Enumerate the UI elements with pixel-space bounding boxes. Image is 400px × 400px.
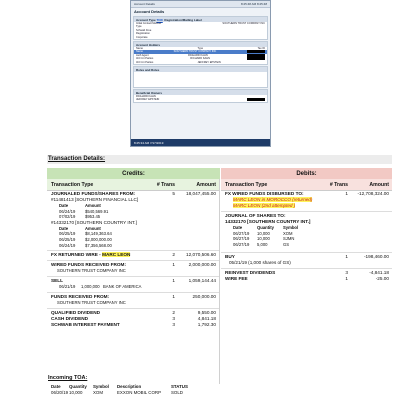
journaled-account-2: #14332170 [SOUTHERN COUNTRY INT.] — [51, 219, 137, 225]
registration-label: Registration/Mailing Label — [164, 17, 202, 22]
sell-detail: 06/21/19 1,000,000 BANK OF AMERICA — [59, 284, 142, 290]
account-window-statusbar: 8:25:34 AM 7/17/2019 — [131, 139, 270, 146]
credit-row-sell: SELL 1 1,059,144.44 — [47, 276, 219, 284]
beneficial-row[interactable]: RICHARD KAHN — [136, 95, 156, 99]
credits-table — [47, 179, 220, 384]
holder-row[interactable]: Name Type Tax ID — [136, 47, 265, 51]
roles-section — [133, 66, 268, 88]
debits-header: Debits: — [221, 168, 392, 179]
account-type-value[interactable]: TOD — [156, 17, 163, 22]
journal-shares-mini-row: 06/27/19 5,000 GS — [233, 241, 290, 247]
incoming-toa-label: Incoming TOA: — [48, 375, 88, 381]
highlight-marc-leon: MARC LEON — [102, 252, 131, 258]
account-details-title: Account Details — [134, 9, 165, 14]
account-details-window — [130, 0, 271, 147]
account-row: Type — [136, 25, 142, 29]
credit-row-funds-received: FUNDS RECEIVED FROM: 1 250,000.00 — [47, 292, 219, 300]
journal-shares-mini-header: Date Quantity Symbol — [233, 225, 299, 230]
buy-detail: 05/21/19 (1,000 shares of GS) — [229, 260, 291, 266]
journaled-account-1: #11481413 [SOUTHERN FINANCIAL LLC] — [51, 197, 139, 202]
col-amount: Amount — [369, 181, 389, 188]
holder-row[interactable]: 3rd Cnt Parties RICHARD KAHN — [134, 57, 267, 60]
registration-value: SOUTHERN TRUST COMPANY INC — [222, 22, 265, 25]
col-transaction-type: Transaction Type — [51, 181, 94, 188]
journaled-mini-row: 06/24/19 $540,569.91 — [59, 208, 109, 214]
holder-row-selected[interactable]: Name SOUTHERN TRUST COMPANY INC — [134, 50, 267, 53]
account-holders-title: Account Holders — [134, 42, 267, 47]
credit-row-wired-funds: WIRED FUNDS RECEIVED FROM: 1 2,000,000.00 — [47, 260, 219, 268]
debit-row-fx-wired: FX WIRED FUNDS DISBURSED TO: 1 -12,708,324.00 — [225, 191, 389, 196]
holder-row[interactable]: Auth Agent RICHARD KAHN — [134, 54, 267, 57]
col-transaction-type: Transaction Type — [225, 181, 268, 188]
journal-shares-mini-row: 06/27/19 10,000 XOM — [233, 230, 293, 236]
credit-row-cash-dividend: CASH DIVIDEND 3 4,841.18 — [51, 315, 216, 321]
journal-shares-mini-row: 06/27/19 10,000 SJMN — [233, 236, 295, 242]
credit-row-fx-returned: FX RETURNED WIRE - MARC LEON 2 12,070,506.60 — [47, 250, 219, 258]
account-type-section — [133, 16, 268, 40]
journaled-mini-row: 06/24/19 $7,356,568.00 — [59, 242, 112, 248]
credits-header: Credits: — [47, 168, 220, 179]
debits-table — [221, 179, 392, 319]
debit-row-buy: BUY 1 -198,460.00 — [221, 252, 392, 260]
credits-table-header — [47, 179, 219, 191]
account-window-time: 8:25:48 AM 8:25:48 — [240, 2, 267, 6]
account-window-title: Account Details — [134, 2, 155, 6]
beneficial-owners-section — [133, 89, 268, 103]
fx-wired-note-1: MARC LEON in MOROCCO (returned) — [233, 197, 313, 202]
transaction-details-label: Transaction Details: — [48, 156, 106, 162]
account-row: Registration — [136, 32, 150, 36]
credit-row-qualified-dividend: QUALIFIED DIVIDEND 2 9,550.00 — [47, 308, 219, 316]
funds-received-from: SOUTHERN TRUST COMPANY INC — [57, 299, 126, 305]
journaled-mini-row: 06/25/19 $8,149,363.64 — [59, 231, 112, 237]
col-trans-count: # Trans — [156, 181, 175, 188]
wired-funds-from: SOUTHERN TRUST COMPANY INC — [57, 268, 126, 274]
col-amount: Amount — [196, 181, 216, 188]
account-holders-section — [133, 41, 268, 65]
account-type-label: Account Type — [136, 17, 156, 22]
debit-row-journal-shares: JOURNAL OF SHARES TO: — [221, 211, 392, 219]
beneficial-row[interactable]: JEFFREY EPSTEIN — [134, 98, 267, 101]
journal-shares-account: 14332170 [SOUTHERN COUNTRY INT.] — [225, 219, 311, 224]
redaction — [247, 98, 265, 101]
account-row: Initial Contact Method SOUTHERN TRUST COMPANY INC — [136, 22, 265, 25]
account-window-header — [131, 1, 270, 8]
journaled-mini-header: Date Amount — [59, 203, 101, 208]
account-row: Schwab Free — [136, 28, 152, 32]
col-trans-count: # Trans — [329, 181, 348, 188]
incoming-toa-table — [47, 384, 220, 396]
account-row: Corporate — [136, 35, 148, 39]
debits-table-header — [221, 179, 392, 191]
holder-row[interactable]: 3rd Cnt Parties JEFFREY EPSTEIN — [136, 60, 221, 64]
journaled-mini-header: Date Amount — [59, 225, 101, 231]
incoming-toa-row: 06/20/19 10,000 XOM EXXON MOBIL CORP SOLD — [51, 390, 183, 395]
credit-row-journaled: JOURNALED FUNDS/SHARES FROM: 5 18,047,455.00 — [51, 191, 216, 196]
redaction — [247, 57, 265, 60]
debit-row-wire-fee: WIRE FEE 1 -25.00 — [225, 276, 389, 282]
fx-wired-note-2: MARC LEON (2nd attempted ) — [233, 203, 296, 208]
beneficial-owners-title: Beneficial Owners — [134, 90, 267, 95]
roles-title: Roles and Roles — [134, 67, 267, 72]
journaled-mini-row: 06/25/19 $2,000,000.00 — [59, 236, 112, 242]
incoming-toa-header: Date Quantity Symbol Description STATUS — [51, 384, 188, 389]
debit-row-reinvest: REINVEST DIVIDENDS 3 -4,841.18 — [221, 268, 392, 276]
credit-row-schwab-interest: SCHWAB INTEREST PAYMENT 3 1,792.30 — [51, 321, 216, 327]
journaled-mini-row: 07/02/19 $953.45 — [59, 214, 101, 220]
